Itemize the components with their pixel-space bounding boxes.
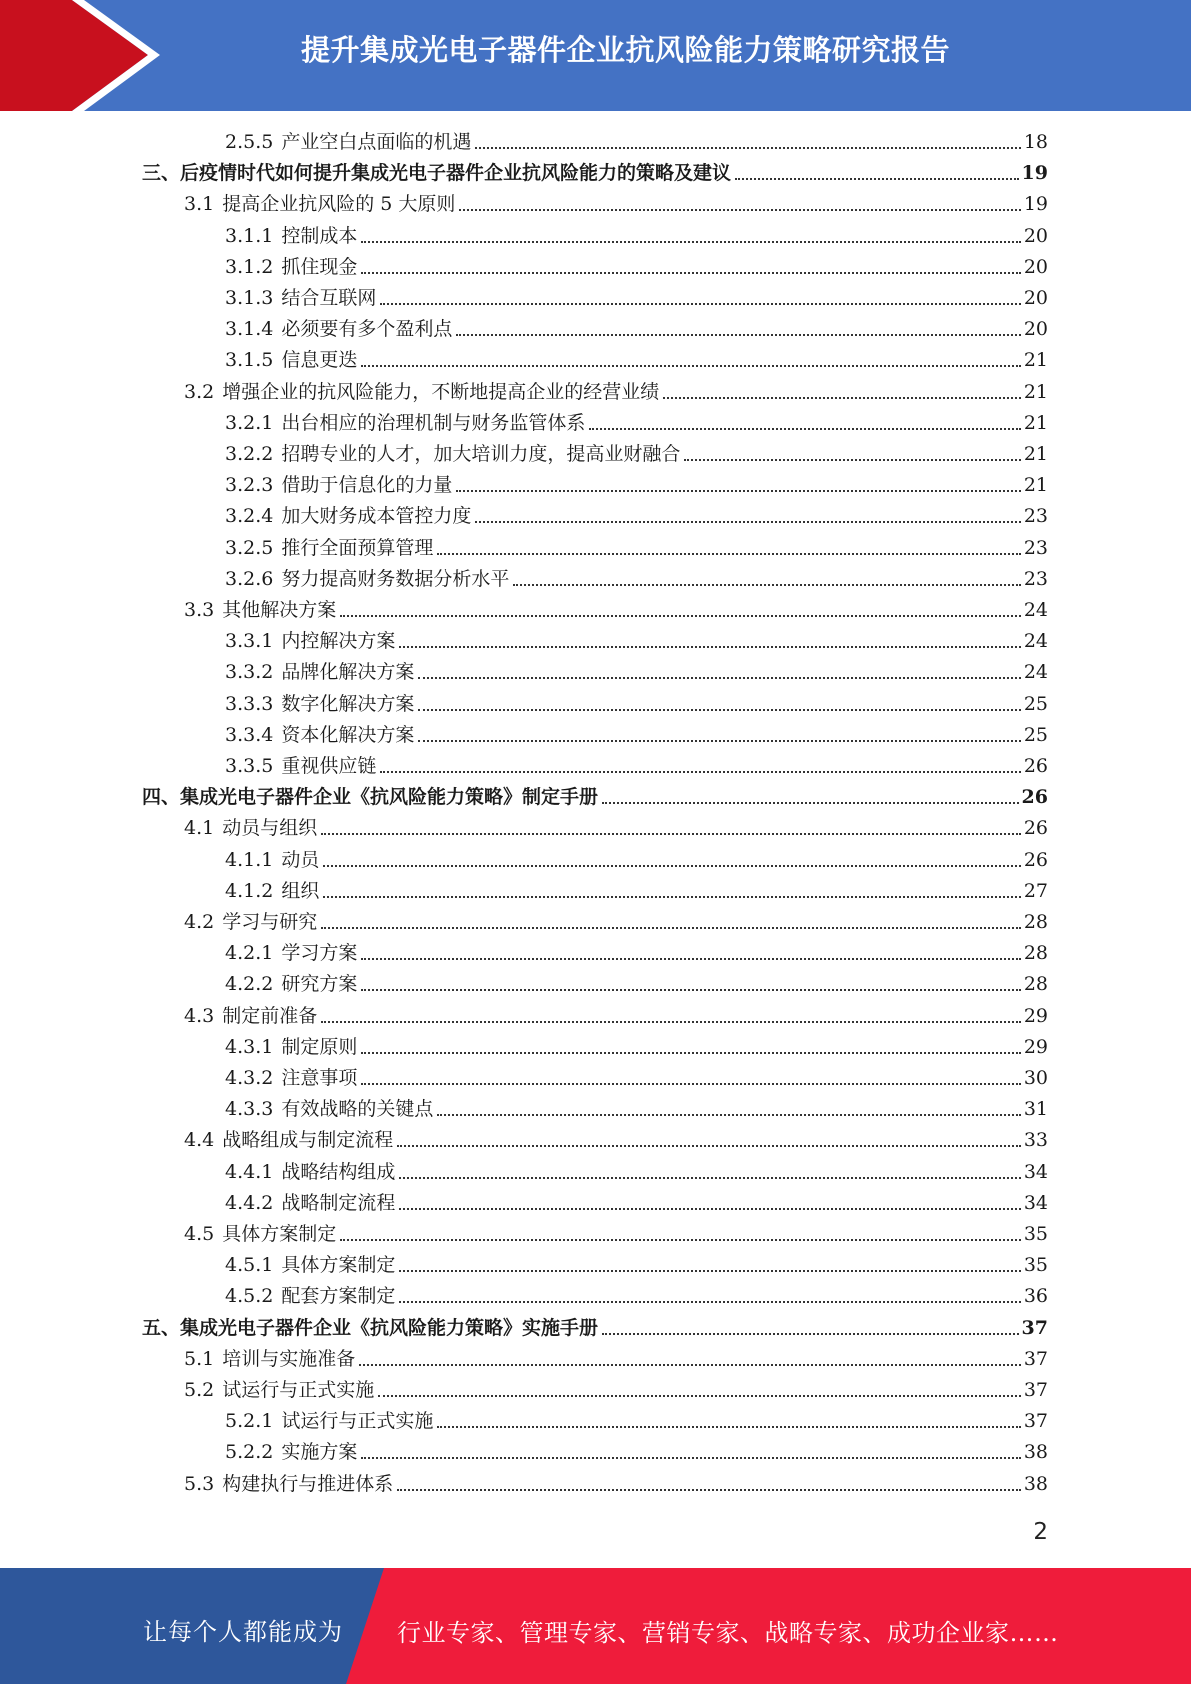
toc-entry-page: 35 (1023, 1223, 1048, 1245)
toc-entry-page: 21 (1023, 411, 1048, 434)
toc-entry-page: 38 (1023, 1441, 1048, 1464)
toc-entry-number: 4.1.1 (225, 848, 274, 871)
toc-entry-title: 试运行与正式实施 (222, 1379, 375, 1401)
toc-entry[interactable] (184, 814, 1048, 842)
toc-entry-title: 努力提高财务数据分析水平 (281, 567, 510, 590)
toc-entry-number: 3.3.5 (225, 755, 274, 777)
toc-entry-page: 23 (1023, 536, 1048, 559)
toc-entry-page: 26 (1023, 817, 1048, 840)
toc-dot-leader (323, 864, 1020, 867)
toc-entry-page: 26 (1023, 755, 1048, 777)
toc-entry-page: 25 (1023, 723, 1048, 746)
toc-entry-title: 实施方案 (281, 1441, 358, 1464)
toc-entry-page: 35 (1023, 1254, 1048, 1277)
toc-entry[interactable] (225, 565, 1048, 593)
toc-dot-leader (589, 427, 1020, 430)
toc-entry-page: 31 (1023, 1098, 1048, 1121)
toc-entry[interactable] (225, 253, 1048, 281)
toc-entry-title: 数字化解决方案 (281, 692, 415, 715)
toc-entry[interactable] (225, 658, 1048, 686)
toc-entry-title: 动员与组织 (222, 817, 318, 840)
toc-entry-title: 四、集成光电子器件企业《抗风险能力策略》制定手册 (142, 786, 599, 809)
toc-entry[interactable] (225, 440, 1048, 468)
toc-entry-number: 4.3.2 (225, 1067, 274, 1089)
toc-dot-leader (418, 739, 1020, 742)
toc-entry-page: 27 (1023, 879, 1048, 902)
toc-dot-leader (513, 583, 1020, 586)
toc-entry-page: 37 (1021, 1316, 1048, 1339)
toc-entry[interactable] (225, 471, 1048, 499)
toc-entry-number: 3.3.3 (225, 692, 274, 715)
footer-slogan-right: 行业专家、管理专家、营销专家、战略专家、成功企业家…… (397, 1619, 1059, 1647)
toc-entry-number: 4.5.2 (225, 1285, 274, 1308)
toc-entry-page: 20 (1023, 318, 1048, 341)
toc-entry-title: 配套方案制定 (281, 1285, 396, 1308)
toc-entry[interactable] (184, 1220, 1048, 1248)
toc-entry-page: 21 (1023, 380, 1048, 403)
toc-entry-page: 21 (1023, 349, 1048, 372)
toc-entry-title: 五、集成光电子器件企业《抗风险能力策略》实施手册 (142, 1316, 599, 1339)
toc-entry-title: 出台相应的治理机制与财务监管体系 (281, 411, 586, 434)
toc-entry-page: 34 (1023, 1191, 1048, 1214)
toc-dot-leader (361, 364, 1020, 367)
toc-dot-leader (399, 1176, 1020, 1179)
toc-entry-page: 26 (1021, 786, 1048, 809)
toc-entry[interactable] (142, 159, 1048, 187)
toc-entry[interactable] (225, 752, 1048, 780)
toc-entry-page: 33 (1023, 1129, 1048, 1152)
toc-dot-leader (437, 552, 1020, 555)
toc-dot-leader (361, 1082, 1020, 1085)
toc-entry-number: 3.1.3 (225, 287, 274, 309)
toc-entry-title: 加大财务成本管控力度 (281, 505, 472, 528)
toc-entry-page: 37 (1023, 1347, 1048, 1370)
toc-entry-number: 5.2 (184, 1379, 215, 1401)
toc-entry-title: 提高企业抗风险的 5 大原则 (222, 193, 456, 216)
toc-entry-page: 23 (1023, 567, 1048, 590)
toc-entry[interactable] (225, 690, 1048, 718)
toc-entry-number: 3.3.4 (225, 723, 274, 746)
toc-entry[interactable] (184, 190, 1048, 218)
toc-dot-leader (361, 240, 1020, 243)
toc-dot-leader (361, 1051, 1020, 1054)
toc-entry[interactable] (225, 627, 1048, 655)
toc-entry-page: 34 (1023, 1160, 1048, 1183)
toc-entry[interactable] (225, 409, 1048, 437)
toc-entry-title: 产业空白点面临的机遇 (281, 131, 472, 153)
toc-entry-title: 借助于信息化的力量 (281, 474, 453, 497)
toc-entry[interactable] (225, 846, 1048, 874)
toc-entry-number: 4.2.2 (225, 973, 274, 996)
toc-entry-page: 37 (1023, 1410, 1048, 1433)
toc-entry-number: 3.2.2 (225, 443, 274, 465)
toc-entry-title: 研究方案 (281, 973, 358, 996)
toc-dot-leader (359, 1363, 1021, 1366)
toc-entry-title: 推行全面预算管理 (281, 536, 434, 559)
toc-entry-title: 招聘专业的人才，加大培训力度，提高业财融合 (281, 443, 681, 465)
toc-entry[interactable] (225, 1033, 1048, 1061)
toc-entry-title: 战略制定流程 (281, 1191, 396, 1214)
toc-entry[interactable] (225, 502, 1048, 530)
toc-entry-title: 品牌化解决方案 (281, 661, 415, 684)
toc-entry-page: 20 (1023, 224, 1048, 247)
toc-entry-title: 增强企业的抗风险能力，不断地提高企业的经营业绩 (222, 380, 660, 403)
toc-dot-leader (380, 302, 1020, 305)
toc-dot-leader (361, 1456, 1020, 1459)
toc-entry-number: 4.1 (184, 817, 215, 840)
toc-entry-title: 结合互联网 (281, 287, 377, 309)
toc-entry-title: 学习与研究 (222, 911, 318, 933)
toc-entry-title: 必须要有多个盈利点 (281, 318, 453, 341)
toc-entry[interactable] (225, 1158, 1048, 1186)
toc-entry-title: 信息更迭 (281, 349, 358, 372)
toc-dot-leader (418, 708, 1020, 711)
toc-entry[interactable] (225, 1251, 1048, 1279)
toc-dot-leader (321, 832, 1021, 835)
toc-dot-leader (475, 146, 1020, 149)
toc-entry-number: 4.4.2 (225, 1191, 274, 1214)
toc-entry[interactable] (225, 284, 1048, 312)
toc-entry-page: 25 (1023, 692, 1048, 715)
toc-entry-page: 23 (1023, 505, 1048, 528)
toc-entry-number: 3.1.1 (225, 224, 274, 247)
toc-entry[interactable] (225, 1189, 1048, 1217)
toc-entry-title: 重视供应链 (281, 755, 377, 777)
toc-entry-page: 19 (1023, 193, 1048, 216)
toc-dot-leader (361, 271, 1020, 274)
toc-dot-leader (378, 1394, 1021, 1397)
toc-entry-number: 4.2.1 (225, 942, 274, 965)
toc-entry-page: 26 (1023, 848, 1048, 871)
toc-entry-number: 3.2.3 (225, 474, 274, 497)
toc-entry[interactable] (142, 1314, 1048, 1342)
toc-entry-title: 有效战略的关键点 (281, 1098, 434, 1121)
toc-entry-page: 29 (1023, 1035, 1048, 1058)
toc-entry-page: 28 (1023, 911, 1048, 933)
toc-dot-leader (456, 333, 1020, 336)
toc-dot-leader (475, 520, 1020, 523)
toc-entry-title: 抓住现金 (281, 255, 358, 278)
toc-entry-number: 3.1.5 (225, 349, 274, 372)
toc-dot-leader (602, 801, 1019, 804)
toc-entry[interactable] (225, 1438, 1048, 1466)
toc-entry-number: 5.2.1 (225, 1410, 274, 1433)
toc-dot-leader (321, 1020, 1021, 1023)
toc-entry-title: 资本化解决方案 (281, 723, 415, 746)
toc-entry-page: 37 (1023, 1379, 1048, 1401)
toc-entry-title: 三、后疫情时代如何提升集成光电子器件企业抗风险能力的策略及建议 (142, 162, 732, 185)
toc-dot-leader (321, 926, 1021, 929)
toc-entry-title: 其他解决方案 (222, 599, 337, 621)
toc-entry-title: 具体方案制定 (281, 1254, 396, 1277)
toc-entry[interactable] (225, 315, 1048, 343)
toc-entry[interactable] (184, 1470, 1048, 1498)
toc-dot-leader (399, 1207, 1020, 1210)
toc-entry[interactable] (225, 1407, 1048, 1435)
toc-entry-page: 36 (1023, 1285, 1048, 1308)
toc-entry-title: 制定原则 (281, 1035, 358, 1058)
toc-entry-page: 29 (1023, 1004, 1048, 1027)
toc-entry-number: 4.3.3 (225, 1098, 274, 1121)
toc-dot-leader (340, 614, 1021, 617)
toc-entry-title: 内控解决方案 (281, 630, 396, 653)
toc-entry[interactable] (184, 1126, 1048, 1154)
toc-entry[interactable] (225, 970, 1048, 998)
toc-entry-page: 19 (1021, 162, 1048, 185)
toc-entry[interactable] (225, 534, 1048, 562)
toc-entry-title: 动员 (281, 848, 320, 871)
toc-entry-page: 21 (1023, 474, 1048, 497)
toc-entry-number: 2.5.5 (225, 131, 274, 153)
toc-dot-leader (602, 1332, 1019, 1335)
toc-entry-number: 5.2.2 (225, 1441, 274, 1464)
toc-dot-leader (361, 988, 1020, 991)
toc-entry-number: 4.3 (184, 1004, 215, 1027)
toc-dot-leader (361, 957, 1020, 960)
toc-dot-leader (663, 396, 1021, 399)
toc-entry-page: 28 (1023, 942, 1048, 965)
page-number: 2 (1033, 1519, 1048, 1545)
toc-dot-leader (399, 1300, 1020, 1303)
toc-entry-page: 24 (1023, 661, 1048, 684)
toc-entry[interactable] (225, 939, 1048, 967)
toc-entry[interactable] (184, 1376, 1048, 1404)
toc-entry-number: 4.5 (184, 1223, 215, 1245)
toc-entry[interactable] (225, 877, 1048, 905)
toc-entry-title: 组织 (281, 879, 320, 902)
toc-entry-page: 30 (1023, 1067, 1048, 1089)
toc-entry-title: 控制成本 (281, 224, 358, 247)
toc-dot-leader (684, 458, 1020, 461)
toc-entry[interactable] (225, 721, 1048, 749)
toc-dot-leader (397, 1488, 1021, 1491)
toc-entry-number: 3.1 (184, 193, 215, 216)
toc-entry-number: 3.2.4 (225, 505, 274, 528)
toc-dot-leader (437, 1113, 1020, 1116)
toc-entry-number: 4.5.1 (225, 1254, 274, 1277)
toc-entry-page: 21 (1023, 443, 1048, 465)
toc-entry-number: 3.3 (184, 599, 215, 621)
toc-entry-page: 20 (1023, 287, 1048, 309)
toc-entry[interactable] (225, 346, 1048, 374)
toc-dot-leader (735, 177, 1019, 180)
toc-entry[interactable] (225, 128, 1048, 156)
toc-entry-number: 3.1.4 (225, 318, 274, 341)
toc-entry[interactable] (225, 1282, 1048, 1310)
toc-entry-number: 3.3.2 (225, 661, 274, 684)
toc-dot-leader (397, 1144, 1021, 1147)
toc-entry-title: 培训与实施准备 (222, 1347, 356, 1370)
toc-entry-page: 24 (1023, 630, 1048, 653)
toc-dot-leader (380, 770, 1020, 773)
report-title: 提升集成光电子器件企业抗风险能力策略研究报告 (300, 33, 950, 67)
toc-dot-leader (418, 676, 1020, 679)
toc-entry-number: 4.4.1 (225, 1160, 274, 1183)
toc-entry-number: 5.3 (184, 1472, 215, 1495)
toc-entry-number: 4.4 (184, 1129, 215, 1152)
toc-entry[interactable] (184, 1345, 1048, 1373)
toc-entry-page: 18 (1023, 131, 1048, 153)
toc-dot-leader (459, 208, 1020, 211)
toc-dot-leader (437, 1425, 1020, 1428)
toc-entry[interactable] (184, 378, 1048, 406)
toc-dot-leader (399, 645, 1020, 648)
toc-dot-leader (323, 895, 1020, 898)
toc-dot-leader (456, 489, 1020, 492)
toc-entry-page: 38 (1023, 1472, 1048, 1495)
toc-entry-number: 3.2 (184, 380, 215, 403)
toc-entry[interactable] (142, 783, 1048, 811)
toc-entry-number: 4.2 (184, 911, 215, 933)
toc-entry-number: 3.1.2 (225, 255, 274, 278)
toc-entry-title: 制定前准备 (222, 1004, 318, 1027)
toc-entry-number: 5.1 (184, 1347, 215, 1370)
page-header (0, 0, 1191, 111)
toc-entry-number: 3.2.6 (225, 567, 274, 590)
toc-entry-title: 学习方案 (281, 942, 358, 965)
toc-dot-leader (399, 1269, 1020, 1272)
toc-entry-title: 战略组成与制定流程 (222, 1129, 394, 1152)
toc-entry-number: 3.2.1 (225, 411, 274, 434)
toc-dot-leader (340, 1238, 1021, 1241)
toc-entry[interactable] (225, 1095, 1048, 1123)
toc-entry-page: 24 (1023, 599, 1048, 621)
toc-entry-number: 3.2.5 (225, 536, 274, 559)
toc-entry[interactable] (225, 222, 1048, 250)
toc-entry[interactable] (225, 1064, 1048, 1092)
toc-entry-title: 具体方案制定 (222, 1223, 337, 1245)
toc-entry-title: 战略结构组成 (281, 1160, 396, 1183)
toc-entry-title: 构建执行与推进体系 (222, 1472, 394, 1495)
toc-entry-number: 4.1.2 (225, 879, 274, 902)
toc-entry[interactable] (184, 1002, 1048, 1030)
toc-entry-page: 28 (1023, 973, 1048, 996)
toc-entry-page: 20 (1023, 255, 1048, 278)
toc-entry-title: 注意事项 (281, 1067, 358, 1089)
footer-slogan-left: 让每个人都能成为 (143, 1618, 343, 1646)
toc-entry-number: 4.3.1 (225, 1035, 274, 1058)
page-footer (0, 1568, 1191, 1684)
toc-entry-number: 3.3.1 (225, 630, 274, 653)
toc-entry[interactable] (184, 596, 1048, 624)
toc-entry[interactable] (184, 908, 1048, 936)
toc-entry-title: 试运行与正式实施 (281, 1410, 434, 1433)
